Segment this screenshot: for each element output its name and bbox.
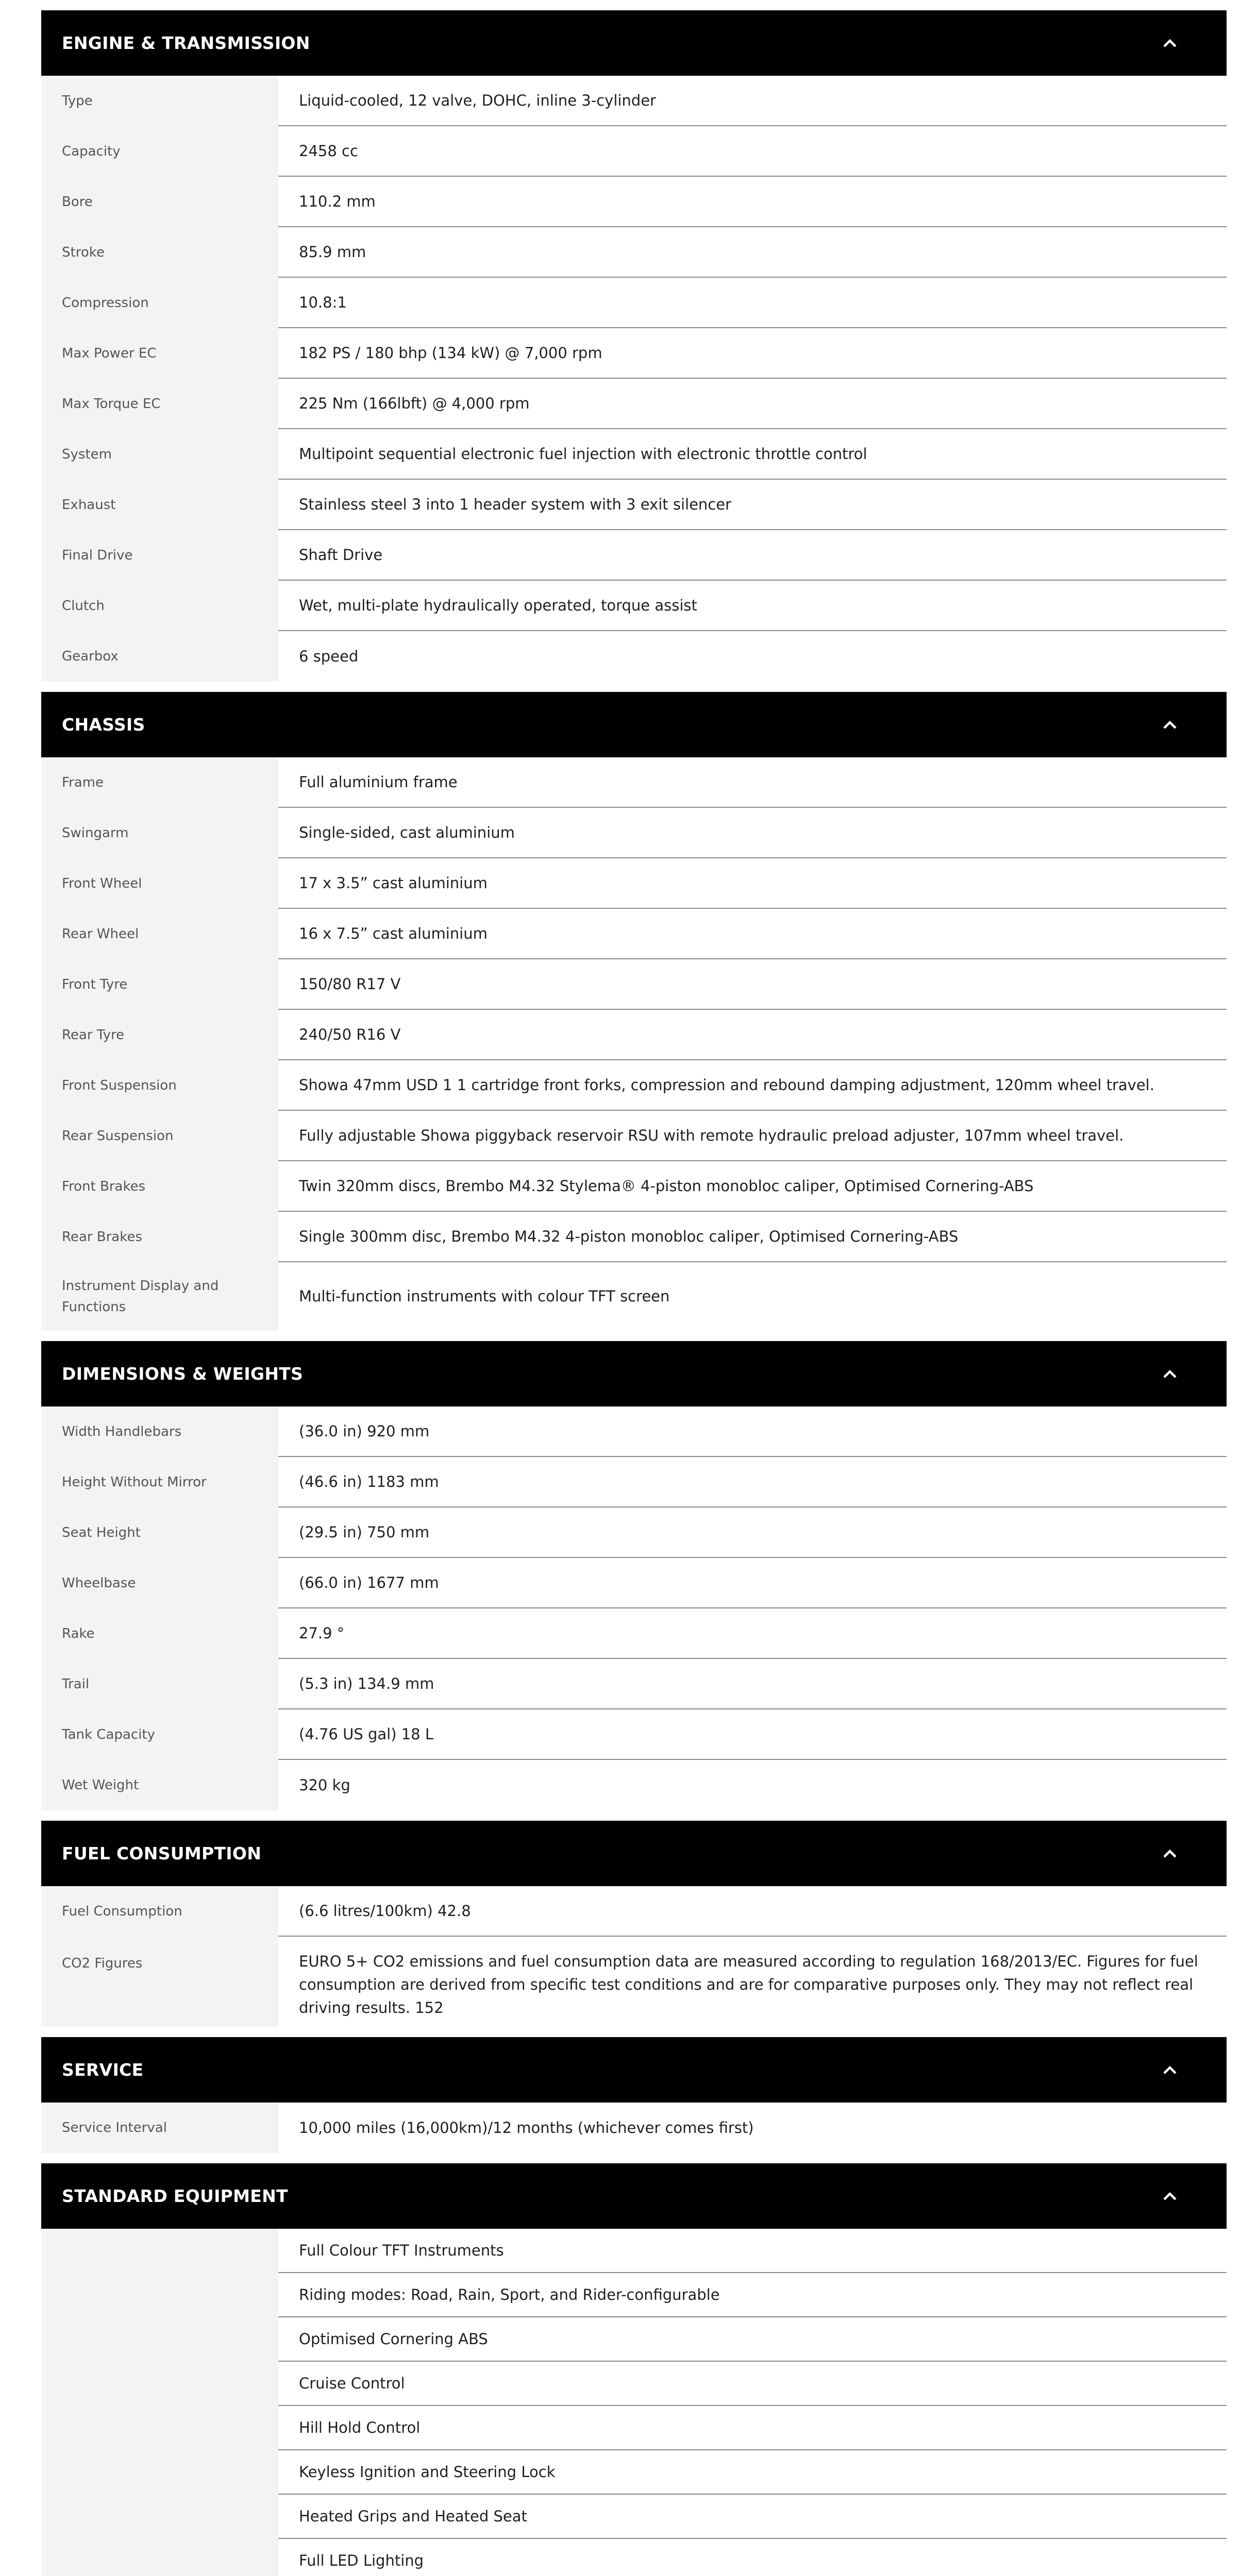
section-header-engine-transmission[interactable] <box>41 10 1227 76</box>
spec-value: Full aluminium frame <box>278 757 1227 808</box>
spec-value: 10.8:1 <box>278 278 1227 328</box>
spec-label: Swingarm <box>41 808 278 858</box>
spec-value: 150/80 R17 V <box>278 959 1227 1010</box>
spec-row <box>41 959 1227 1010</box>
spec-label <box>41 2406 278 2450</box>
spec-label: Capacity <box>41 126 278 177</box>
spec-label <box>41 2273 278 2317</box>
spec-row <box>41 379 1227 429</box>
spec-label: Final Drive <box>41 530 278 581</box>
chevron-up-icon[interactable] <box>1161 716 1179 734</box>
spec-row <box>41 1406 1227 1457</box>
spec-row <box>41 2103 1227 2153</box>
spec-row <box>41 1608 1227 1659</box>
spec-label: Bore <box>41 177 278 227</box>
spec-row <box>41 1060 1227 1111</box>
spec-label: Rake <box>41 1608 278 1659</box>
spec-value: (29.5 in) 750 mm <box>278 1507 1227 1558</box>
section-dimensions-weights <box>41 1341 1227 1810</box>
spec-label: Rear Suspension <box>41 1111 278 1161</box>
spec-label: Fuel Consumption <box>41 1886 278 1937</box>
spec-value: Single-sided, cast aluminium <box>278 808 1227 858</box>
section-chassis <box>41 692 1227 1331</box>
spec-row <box>41 76 1227 126</box>
section-engine-transmission <box>41 10 1227 682</box>
spec-row <box>41 808 1227 858</box>
equipment-row <box>41 2495 1227 2539</box>
spec-row <box>41 581 1227 631</box>
spec-label: Clutch <box>41 581 278 631</box>
spec-value: Showa 47mm USD 1 1 cartridge front forks, compression and rebound damping adjustment, 120mm wheel travel. <box>278 1060 1227 1111</box>
spec-label <box>41 2450 278 2495</box>
equipment-item: Hill Hold Control <box>278 2406 1227 2450</box>
spec-value: 182 PS / 180 bhp (134 kW) @ 7,000 rpm <box>278 328 1227 379</box>
spec-row <box>41 1457 1227 1507</box>
spec-label: Instrument Display and Functions <box>41 1262 278 1331</box>
equipment-row <box>41 2317 1227 2362</box>
equipment-item: Full Colour TFT Instruments <box>278 2229 1227 2273</box>
spec-label: CO2 Figures <box>41 1937 278 2027</box>
equipment-item: Riding modes: Road, Rain, Sport, and Rider-configurable <box>278 2273 1227 2317</box>
equipment-row <box>41 2450 1227 2495</box>
spec-value: Multi-function instruments with colour TFT screen <box>299 1287 670 1306</box>
section-title: DIMENSIONS & WEIGHTS <box>62 1364 304 1384</box>
spec-value: 17 x 3.5” cast aluminium <box>278 858 1227 909</box>
spec-label <box>41 2495 278 2539</box>
chevron-up-icon[interactable] <box>1161 1844 1179 1863</box>
spec-value: Multipoint sequential electronic fuel injection with electronic throttle control <box>278 429 1227 480</box>
equipment-row <box>41 2406 1227 2450</box>
spec-row <box>41 1659 1227 1709</box>
spec-row <box>41 1709 1227 1760</box>
spec-label: System <box>41 429 278 480</box>
section-title: CHASSIS <box>62 715 145 735</box>
spec-row <box>41 1212 1227 1262</box>
spec-value: (5.3 in) 134.9 mm <box>278 1659 1227 1709</box>
section-title: FUEL CONSUMPTION <box>62 1843 262 1863</box>
spec-row <box>41 909 1227 959</box>
equipment-row <box>41 2539 1227 2576</box>
spec-label: Exhaust <box>41 480 278 530</box>
spec-label: Height Without Mirror <box>41 1457 278 1507</box>
section-title: ENGINE & TRANSMISSION <box>62 33 310 53</box>
spec-row <box>41 177 1227 227</box>
spec-value: 6 speed <box>299 647 359 665</box>
spec-value: (66.0 in) 1677 mm <box>278 1558 1227 1608</box>
spec-row <box>41 429 1227 480</box>
equipment-row <box>41 2273 1227 2317</box>
spec-label: Rear Brakes <box>41 1212 278 1262</box>
spec-row <box>41 858 1227 909</box>
section-header-dimensions-weights[interactable] <box>41 1341 1227 1406</box>
spec-value: Single 300mm disc, Brembo M4.32 4-piston monobloc caliper, Optimised Cornering-ABS <box>278 1212 1227 1262</box>
spec-value: 110.2 mm <box>278 177 1227 227</box>
section-header-fuel-consumption[interactable] <box>41 1821 1227 1886</box>
spec-label: Wheelbase <box>41 1558 278 1608</box>
spec-row <box>41 530 1227 581</box>
spec-value: 85.9 mm <box>278 227 1227 278</box>
spec-label: Rear Wheel <box>41 909 278 959</box>
spec-value: 320 kg <box>299 1776 350 1794</box>
spec-label: Front Tyre <box>41 959 278 1010</box>
spec-value: (36.0 in) 920 mm <box>278 1406 1227 1457</box>
spec-label: Width Handlebars <box>41 1406 278 1457</box>
spec-row <box>41 1886 1227 1937</box>
equipment-item: Full LED Lighting <box>278 2539 1227 2576</box>
spec-row <box>41 328 1227 379</box>
spec-row <box>41 1937 1227 2027</box>
spec-label: Stroke <box>41 227 278 278</box>
section-header-chassis[interactable] <box>41 692 1227 757</box>
chevron-up-icon[interactable] <box>1161 1365 1179 1383</box>
spec-value: EURO 5+ CO2 emissions and fuel consumption data are measured according to regulation 168/2013/EC. Figures for fuel consumption are derived from specific test conditions and are for comparative purposes only. They may not reflect real driving results. 152 <box>299 1953 1198 2016</box>
spec-value: 10,000 miles (16,000km)/12 months (whichever comes first) <box>299 2119 754 2137</box>
spec-label: Front Wheel <box>41 858 278 909</box>
spec-row <box>41 631 1227 682</box>
spec-label: Tank Capacity <box>41 1709 278 1760</box>
section-title: SERVICE <box>62 2060 144 2080</box>
spec-value: 225 Nm (166lbft) @ 4,000 rpm <box>278 379 1227 429</box>
section-title: STANDARD EQUIPMENT <box>62 2186 288 2206</box>
spec-label <box>41 2229 278 2273</box>
spec-label: Max Torque EC <box>41 379 278 429</box>
spec-value: (46.6 in) 1183 mm <box>278 1457 1227 1507</box>
spec-label <box>41 2362 278 2406</box>
spec-row <box>41 1507 1227 1558</box>
spec-row <box>41 1262 1227 1331</box>
spec-row <box>41 1161 1227 1212</box>
spec-value: Stainless steel 3 into 1 header system with 3 exit silencer <box>278 480 1227 530</box>
spec-value: (4.76 US gal) 18 L <box>278 1709 1227 1760</box>
spec-value: 16 x 7.5” cast aluminium <box>278 909 1227 959</box>
spec-value: Liquid-cooled, 12 valve, DOHC, inline 3-cylinder <box>278 76 1227 126</box>
section-fuel-consumption <box>41 1821 1227 2027</box>
section-service <box>41 2037 1227 2153</box>
spec-row <box>41 1111 1227 1161</box>
spec-row <box>41 1760 1227 1810</box>
section-header-standard-equipment[interactable] <box>41 2163 1227 2229</box>
spec-label: Type <box>41 76 278 126</box>
equipment-item: Heated Grips and Heated Seat <box>278 2495 1227 2539</box>
spec-label: Rear Tyre <box>41 1010 278 1060</box>
spec-row <box>41 278 1227 328</box>
spec-row <box>41 227 1227 278</box>
spec-row <box>41 480 1227 530</box>
equipment-item: Optimised Cornering ABS <box>278 2317 1227 2362</box>
section-header-service[interactable] <box>41 2037 1227 2103</box>
spec-label: Wet Weight <box>41 1760 278 1810</box>
section-standard-equipment <box>41 2163 1227 2576</box>
spec-value: Wet, multi-plate hydraulically operated, torque assist <box>278 581 1227 631</box>
spec-value: 2458 cc <box>278 126 1227 177</box>
chevron-up-icon[interactable] <box>1161 2061 1179 2079</box>
spec-label <box>41 2317 278 2362</box>
spec-value: (6.6 litres/100km) 42.8 <box>278 1886 1227 1937</box>
spec-value: 27.9 ° <box>278 1608 1227 1659</box>
spec-label: Front Suspension <box>41 1060 278 1111</box>
spec-label: Max Power EC <box>41 328 278 379</box>
equipment-row <box>41 2362 1227 2406</box>
equipment-row <box>41 2229 1227 2273</box>
spec-label: Seat Height <box>41 1507 278 1558</box>
spec-label: Gearbox <box>41 631 278 682</box>
spec-label: Compression <box>41 278 278 328</box>
spec-value: Shaft Drive <box>278 530 1227 581</box>
equipment-item: Keyless Ignition and Steering Lock <box>278 2450 1227 2495</box>
spec-value: Twin 320mm discs, Brembo M4.32 Stylema® 4-piston monobloc caliper, Optimised Cornering-ABS <box>278 1161 1227 1212</box>
spec-row <box>41 1010 1227 1060</box>
spec-label <box>41 2539 278 2576</box>
spec-label: Frame <box>41 757 278 808</box>
spec-label: Service Interval <box>41 2103 278 2153</box>
spec-value: Fully adjustable Showa piggyback reservoir RSU with remote hydraulic preload adjuster, 107mm wheel travel. <box>278 1111 1227 1161</box>
spec-page <box>41 10 1227 2576</box>
equipment-item: Cruise Control <box>278 2362 1227 2406</box>
spec-label: Trail <box>41 1659 278 1709</box>
chevron-up-icon[interactable] <box>1161 2187 1179 2206</box>
spec-row <box>41 757 1227 808</box>
spec-row <box>41 126 1227 177</box>
spec-value: 240/50 R16 V <box>278 1010 1227 1060</box>
spec-label: Front Brakes <box>41 1161 278 1212</box>
chevron-up-icon[interactable] <box>1161 34 1179 53</box>
spec-row <box>41 1558 1227 1608</box>
